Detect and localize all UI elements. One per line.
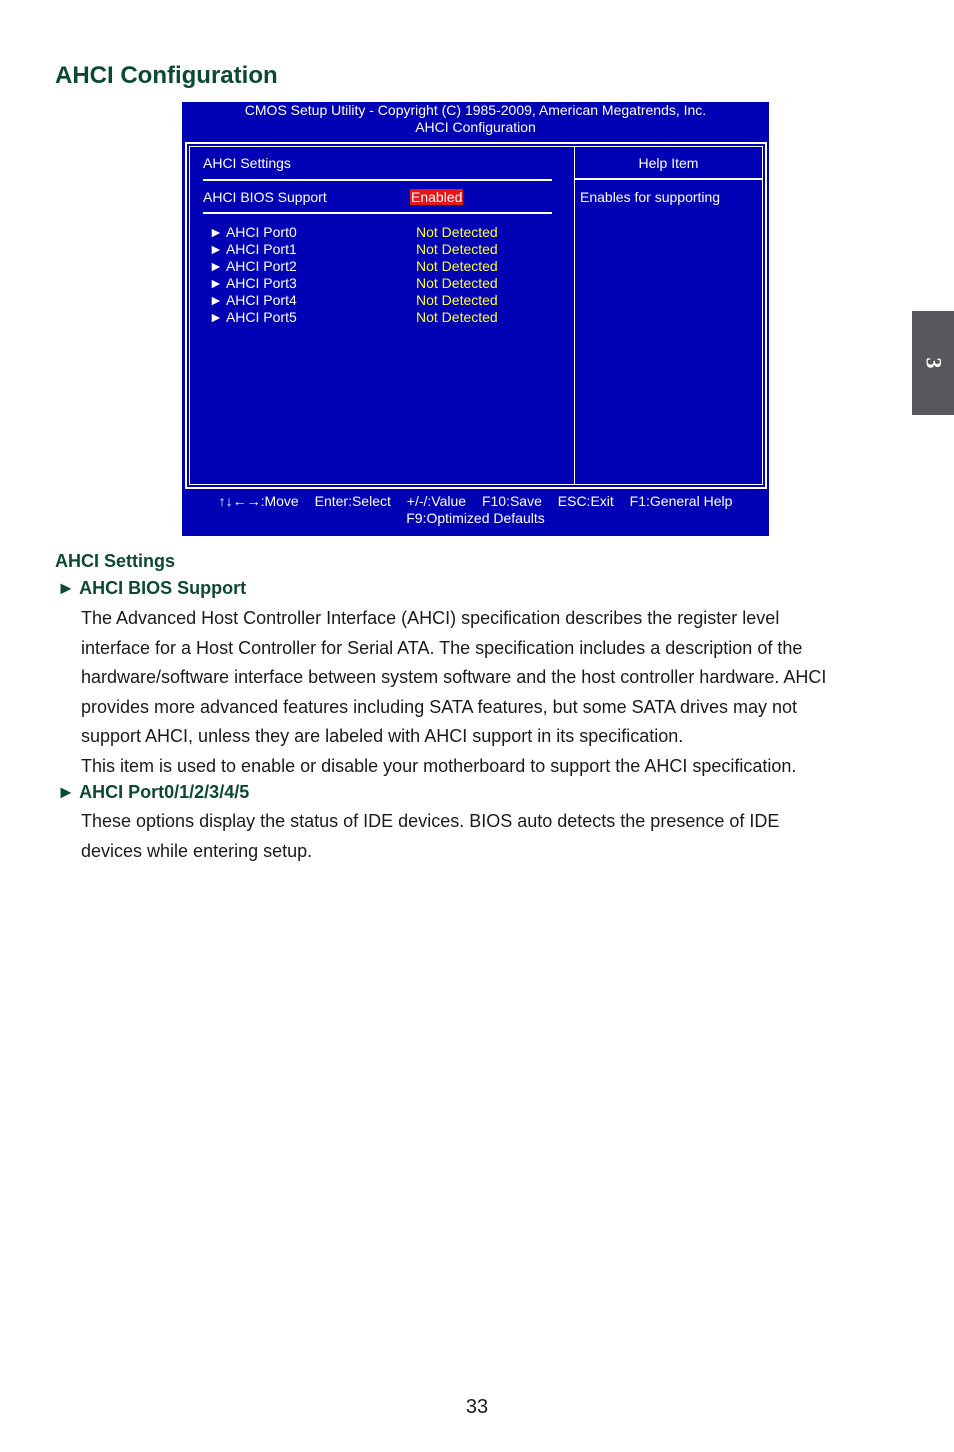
bios-screen-title: AHCI Configuration [415,119,536,135]
bios-support-value[interactable] [410,189,463,205]
text-line: This item is used to enable or disable your motherboard to support the AHCI specification. [81,755,797,776]
key-value: +/-/:Value [406,493,467,509]
ports-heading: ► AHCI Port0/1/2/3/4/5 [57,782,250,802]
port-row[interactable] [209,292,529,309]
text-line: The Advanced Host Controller Interface (AHCI) specification describes the register level [81,608,780,628]
section-title: AHCI Settings [55,551,176,571]
port-status: Not Detected [416,224,498,240]
ports-description [81,807,901,866]
bios-support-description [81,604,901,781]
key-move: ↑↓←→:Move [218,493,299,509]
port-status: Not Detected [416,309,498,325]
port-row[interactable] [209,258,529,275]
text-line: devices while entering setup. [81,840,313,861]
page-number: 33 [465,1396,489,1418]
port-label: ► AHCI Port5 [209,309,297,325]
page-title: AHCI Configuration [55,62,278,89]
text-line: support AHCI, unless they are labeled with AHCI support in its specification. [81,726,684,746]
key-save: F10:Save [481,493,542,509]
text-line: These options display the status of IDE devices. BIOS auto detects the presence of IDE [81,811,780,831]
bios-divider-line [203,179,552,181]
bios-screenshot [182,102,769,536]
key-help: F1:General Help [629,493,733,509]
port-status: Not Detected [416,292,498,308]
port-row[interactable] [209,241,529,258]
bios-panel-inner [189,146,763,485]
bios-support-heading: ► AHCI BIOS Support [57,578,247,598]
key-defaults: F9:Optimized Defaults [406,510,545,526]
bios-header [182,102,769,136]
bios-copyright: CMOS Setup Utility - Copyright (C) 1985-2009, American Megatrends, Inc. [244,102,707,118]
port-label: ► AHCI Port2 [209,258,297,274]
bios-panel [185,142,767,489]
port-label: ► AHCI Port3 [209,275,297,291]
chapter-number: 3 [921,357,946,369]
port-row[interactable] [209,309,529,326]
port-label: ► AHCI Port0 [209,224,297,240]
port-row[interactable] [209,275,529,292]
bios-settings-heading: AHCI Settings [203,155,291,171]
bios-key-legend [182,493,769,527]
port-label: ► AHCI Port4 [209,292,297,308]
port-status: Not Detected [416,258,498,274]
text-line: hardware/software interface between system software and the host controller hardware. AHCI [81,667,827,687]
key-exit: ESC:Exit [557,493,614,509]
help-divider-line [575,178,762,180]
bios-column-divider [574,147,575,484]
port-label: ► AHCI Port1 [209,241,297,257]
text-line: provides more advanced features including SATA features, but some SATA drives may not [81,696,798,717]
bios-divider-line [203,212,552,214]
help-text: Enables for supporting [580,189,721,205]
bios-support-enabled[interactable]: Enabled [411,189,463,205]
help-item-heading: Help Item [638,155,699,171]
port-status: Not Detected [416,241,498,257]
key-select: Enter:Select [314,493,391,509]
text-line: interface for a Host Controller for Serial ATA. The specification includes a description of the [81,637,803,658]
bios-support-label[interactable]: AHCI BIOS Support [203,189,327,205]
port-row[interactable] [209,224,529,241]
chapter-tab [912,311,954,415]
port-status: Not Detected [416,275,498,291]
